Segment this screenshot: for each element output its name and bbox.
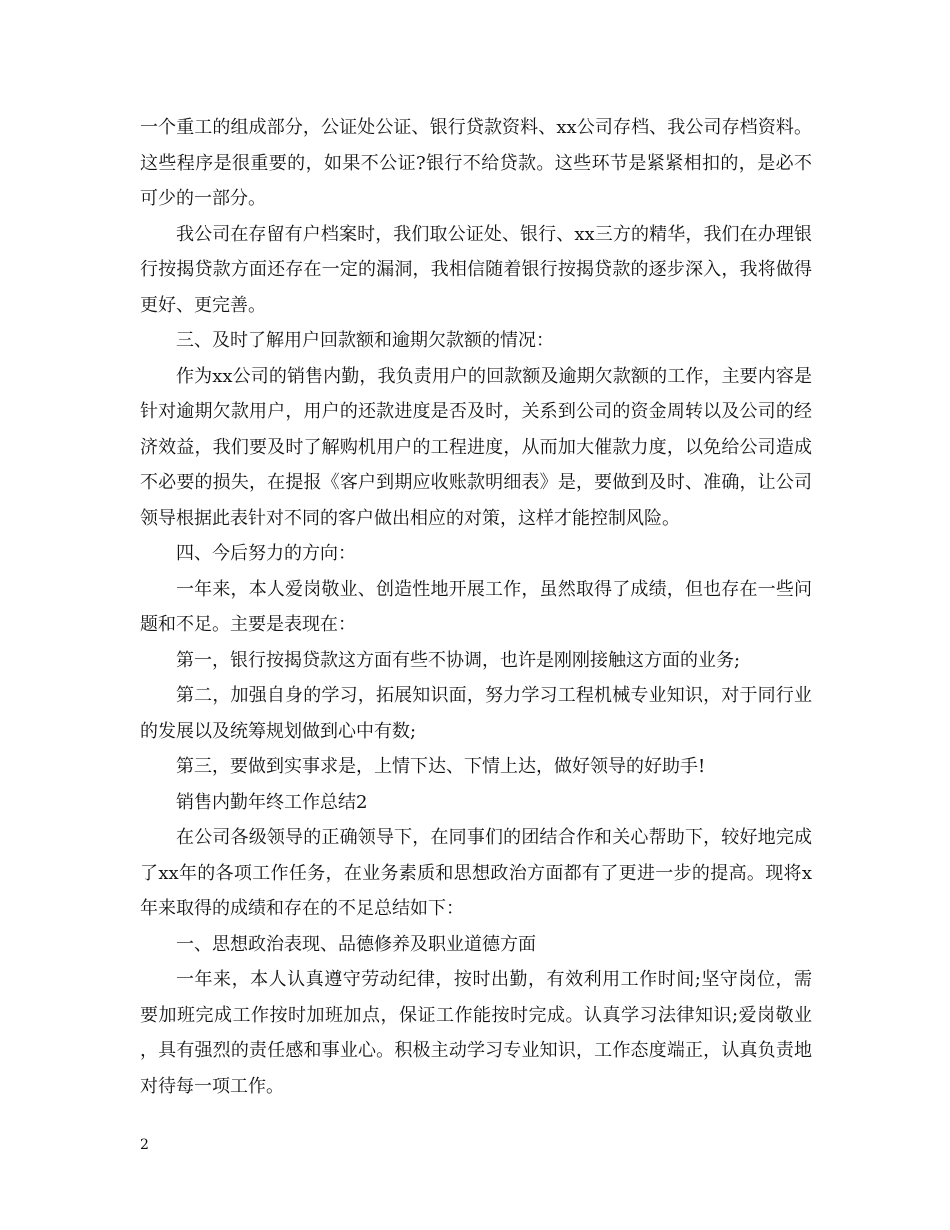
paragraph-13: 一年来，本人认真遵守劳动纪律，按时出勤，有效利用工作时间;坚守岗位，需要加班完成工作按时加班加点，保证工作能按时完成。认真学习法律知识;爱岗敬业，具有强烈的责任感和事业心。积极主动学习专业知识，工作态度端正，认真负责地对待每一项工作。 [140, 969, 812, 1097]
section-heading-3: 三、及时了解用户回款额和逾期欠款额的情况： [176, 330, 554, 351]
paragraph-7: 第一，银行按揭贷款这方面有些不协调，也许是刚刚接触这方面的业务; [176, 649, 741, 671]
paragraph-8: 第二，加强自身的学习，拓展知识面，努力学习工程机械专业知识，对于同行业的发展以及统筹规划做到心中有数; [140, 685, 812, 742]
paragraph-11: 在公司各级领导的正确领导下，在同事们的团结合作和关心帮助下，较好地完成了xx年的各项工作任务，在业务素质和思想政治方面都有了更进一步的提高。现将x年来取得的成绩和存在的不足总结如下： [140, 827, 812, 919]
document-body [140, 110, 812, 1104]
paragraph-4: 作为xx公司的销售内勤，我负责用户的回款额及逾期欠款额的工作，主要内容是针对逾期欠款用户，用户的还款进度是否及时，关系到公司的资金周转以及公司的经济效益，我们要及时了解购机用户的工程进度，从而加大催款力度，以免给公司造成不必要的损失，在提报《客户到期应收账款明细表》是，要做到及时、准确，让公司领导根据此表针对不同的客户做出相应的对策，这样才能控制风险。 [140, 365, 812, 529]
paragraph-6: 一年来，本人爱岗敬业、创造性地开展工作，虽然取得了成绩，但也存在一些问题和不足。主要是表现在： [140, 578, 812, 635]
paragraph-2: 我公司在存留有户档案时，我们取公证处、银行、xx三方的精华，我们在办理银行按揭贷款方面还存在一定的漏洞，我相信随着银行按揭贷款的逐步深入，我将做得更好、更完善。 [140, 223, 812, 316]
paragraph-9: 第三，要做到实事求是，上情下达、下情上达，做好领导的好助手! [176, 756, 706, 777]
section-heading-4: 四、今后努力的方向： [176, 543, 356, 564]
page-number: 2 [140, 1137, 149, 1153]
paragraph-1: 一个重工的组成部分，公证处公证、银行贷款资料、xx公司存档、我公司存档资料。这些程序是很重要的，如果不公证?银行不给贷款。这些环节是紧紧相扣的，是必不可少的一部分。 [140, 117, 812, 209]
document-subtitle: 销售内勤年终工作总结2 [176, 791, 368, 813]
section-heading-1: 一、思想政治表现、品德修养及职业道德方面 [176, 933, 536, 955]
